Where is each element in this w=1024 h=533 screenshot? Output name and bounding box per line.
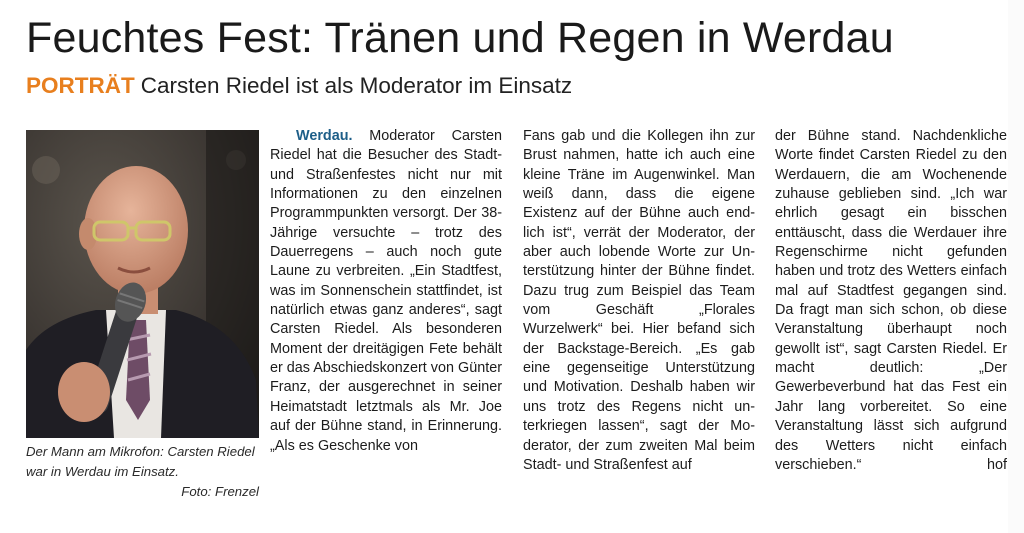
moderator-photo-illustration [26, 130, 259, 438]
article-column-2 [523, 127, 755, 475]
dateline: Werdau. [296, 128, 353, 144]
article-headline: Feuchtes Fest: Tränen und Regen in Werdau [26, 14, 894, 62]
caption-text: Der Mann am Mikrofon: Carsten Riedel war in Werdau im Einsatz. [26, 444, 255, 479]
photo-credit: Foto: Frenzel [181, 484, 259, 499]
author-signature: hof [986, 456, 1007, 473]
article-column-1 [270, 127, 502, 456]
photo-caption [26, 442, 259, 502]
column-3-text: der Bühne stand. Nachdenkliche Worte findet Carsten Riedel zu den Werdauern, die am Wochenende zuhause geblieben sind. „Ich war ehrlich gesagt ein bisschen enttäuscht, dass die Werdauer ihre Regenschirme nicht gefunden haben und trotz des Wetters einfach mal auf Stadtfest gegangen sind. Da fragt man sich schon, ob diese Veranstaltung überhaupt noch gewollt ist“, sagt Carsten Riedel. Er macht deutlich: „Der Gewerbeverbund hat das Fest ein Jahr lang vorbereitet. So eine Veranstaltung lässt sich aufgrund des Wetters nicht einfach verschieben.“ [775, 128, 1007, 473]
column-2-text: Fans gab und die Kollegen ihn zur Brust nahmen, hatte ich auch eine kleine Träne im Augenwinkel. Man weiß dann, dass die eigene Existenz auf der Bühne auch endlich ist“, verrät der Moderator, der aber auch lobende Worte zur Unterstützung hinter der Bühne findet. Dazu trug zum Beispiel das Team vom Geschäft „Florales Wurzelwerk“ bei. Hier befand sich der Backstage-Bereich. „Es gab eine gegenseitige Unterstützung und Motivation. Deshalb haben wir uns trotz des Regens nicht unterkriegen lassen“, sagt der Moderator, der zum zweiten Mal beim Stadt- und Straßenfest auf [523, 128, 755, 473]
kicker-label: PORTRÄT [26, 73, 135, 98]
subheadline-text: Carsten Riedel ist als Moderator im Einsatz [140, 73, 573, 98]
article-column-3 [775, 127, 1007, 475]
column-1-text: Moderator Carsten Riedel hat die Besucher des Stadt- und Straßenfestes nicht nur mit Informationen zu den einzelnen Programmpunkten versorgt. Der 38-Jährige versuchte – trotz des Dauerregens – auch noch gute Laune zu verbreiten. „Ein Stadtfest, was im Sonnenschein stattfindet, ist natürlich etwas ganz anderes“, sagt Carsten Riedel. Als besonderen Moment der dreitägigen Fete behält er das Abschiedskonzert von Günter Franz, der ausgerechnet in seiner Heimatstadt letztmals als Mr. Joe auf der Bühne stand, in Erinnerung. „Als es Geschenke von [270, 128, 502, 454]
article-subheadline [26, 72, 572, 100]
page-margin [1008, 0, 1024, 533]
article-photo [26, 130, 259, 438]
